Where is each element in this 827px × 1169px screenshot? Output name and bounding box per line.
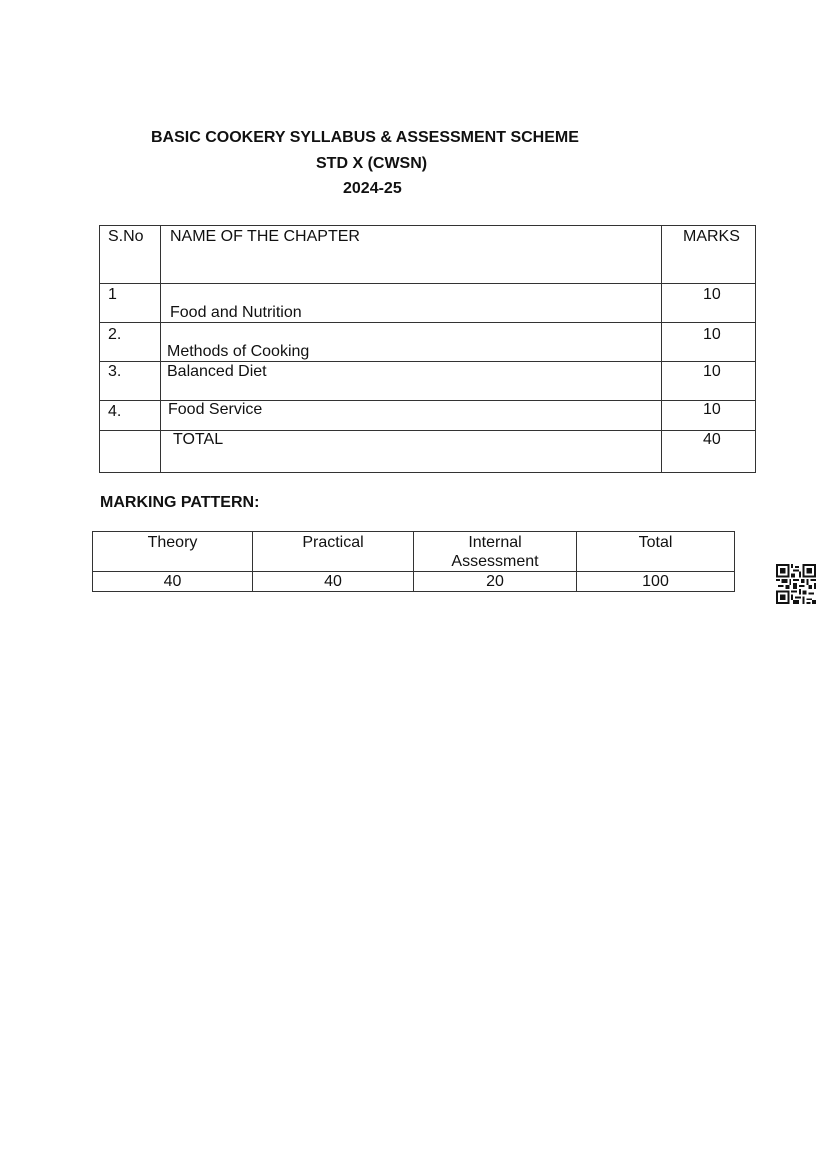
value-total: 100: [577, 572, 735, 592]
document-year: 2024-25: [343, 180, 402, 197]
total-marks-cell: 40: [662, 431, 756, 473]
table-header-row: [100, 226, 756, 284]
header-theory: Theory: [93, 532, 253, 572]
header-practical: Practical: [253, 532, 414, 572]
document-title: BASIC COOKERY SYLLABUS & ASSESSMENT SCHEME: [151, 129, 579, 146]
cell-chapter: Methods of Cooking: [161, 323, 662, 362]
header-cell-chapter: NAME OF THE CHAPTER: [161, 226, 662, 284]
header-cell-sno: S.No: [100, 226, 161, 284]
marking-pattern-heading: MARKING PATTERN:: [100, 494, 260, 511]
table-row: [100, 284, 756, 323]
cell-sno-empty: [100, 431, 161, 473]
cell-marks: 10: [662, 401, 756, 431]
value-theory: 40: [93, 572, 253, 592]
cell-sno: 1: [100, 284, 161, 323]
value-internal-assessment: 20: [414, 572, 577, 592]
cell-sno: 3.: [100, 362, 161, 401]
header-cell-marks: MARKS: [662, 226, 756, 284]
document-class: STD X (CWSN): [316, 155, 428, 172]
table-row: [100, 362, 756, 401]
cell-marks: 10: [662, 362, 756, 401]
cell-sno: 2.: [100, 323, 161, 362]
value-practical: 40: [253, 572, 414, 592]
cell-chapter: Balanced Diet: [161, 362, 662, 401]
header-internal-assessment: Internal Assessment: [414, 532, 577, 572]
qr-code-icon: [776, 564, 816, 604]
pattern-values-row: [93, 572, 735, 592]
marking-pattern-table: [92, 531, 735, 592]
header-total: Total: [577, 532, 735, 572]
cell-sno: 4.: [100, 401, 161, 431]
pattern-header-row: [93, 532, 735, 572]
table-row: [100, 323, 756, 362]
cell-chapter: Food and Nutrition: [161, 284, 662, 323]
cell-chapter: Food Service: [161, 401, 662, 431]
syllabus-table: [99, 225, 756, 473]
total-label-cell: TOTAL: [161, 431, 662, 473]
table-row: [100, 401, 756, 431]
cell-marks: 10: [662, 284, 756, 323]
cell-marks: 10: [662, 323, 756, 362]
total-row: [100, 431, 756, 473]
